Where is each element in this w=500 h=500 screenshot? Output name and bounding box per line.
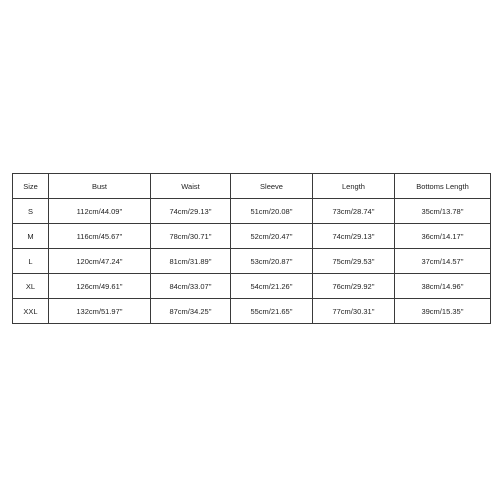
cell-waist: 81cm/31.89'' [151,249,231,274]
header-length: Length [313,174,395,199]
cell-size: XL [13,274,49,299]
cell-bust: 112cm/44.09'' [49,199,151,224]
cell-length: 77cm/30.31'' [313,299,395,324]
header-bottoms-length: Bottoms Length [395,174,491,199]
cell-waist: 87cm/34.25'' [151,299,231,324]
header-bust: Bust [49,174,151,199]
cell-bust: 120cm/47.24'' [49,249,151,274]
cell-sleeve: 54cm/21.26'' [231,274,313,299]
cell-sleeve: 52cm/20.47'' [231,224,313,249]
cell-bottoms-length: 36cm/14.17'' [395,224,491,249]
cell-length: 74cm/29.13'' [313,224,395,249]
size-chart-table [12,173,491,324]
header-sleeve: Sleeve [231,174,313,199]
table-row [13,274,491,299]
cell-length: 76cm/29.92'' [313,274,395,299]
table-row [13,199,491,224]
table-row [13,249,491,274]
cell-waist: 74cm/29.13'' [151,199,231,224]
cell-bottoms-length: 35cm/13.78'' [395,199,491,224]
cell-length: 75cm/29.53'' [313,249,395,274]
cell-sleeve: 51cm/20.08'' [231,199,313,224]
cell-bust: 132cm/51.97'' [49,299,151,324]
table-row [13,299,491,324]
cell-bottoms-length: 38cm/14.96'' [395,274,491,299]
cell-size: L [13,249,49,274]
cell-length: 73cm/28.74'' [313,199,395,224]
cell-bottoms-length: 37cm/14.57'' [395,249,491,274]
cell-waist: 84cm/33.07'' [151,274,231,299]
cell-bottoms-length: 39cm/15.35'' [395,299,491,324]
cell-size: S [13,199,49,224]
header-size: Size [13,174,49,199]
header-row [13,174,491,199]
cell-bust: 116cm/45.67'' [49,224,151,249]
cell-sleeve: 55cm/21.65'' [231,299,313,324]
cell-size: XXL [13,299,49,324]
cell-waist: 78cm/30.71'' [151,224,231,249]
cell-size: M [13,224,49,249]
cell-bust: 126cm/49.61'' [49,274,151,299]
table-row [13,224,491,249]
cell-sleeve: 53cm/20.87'' [231,249,313,274]
header-waist: Waist [151,174,231,199]
